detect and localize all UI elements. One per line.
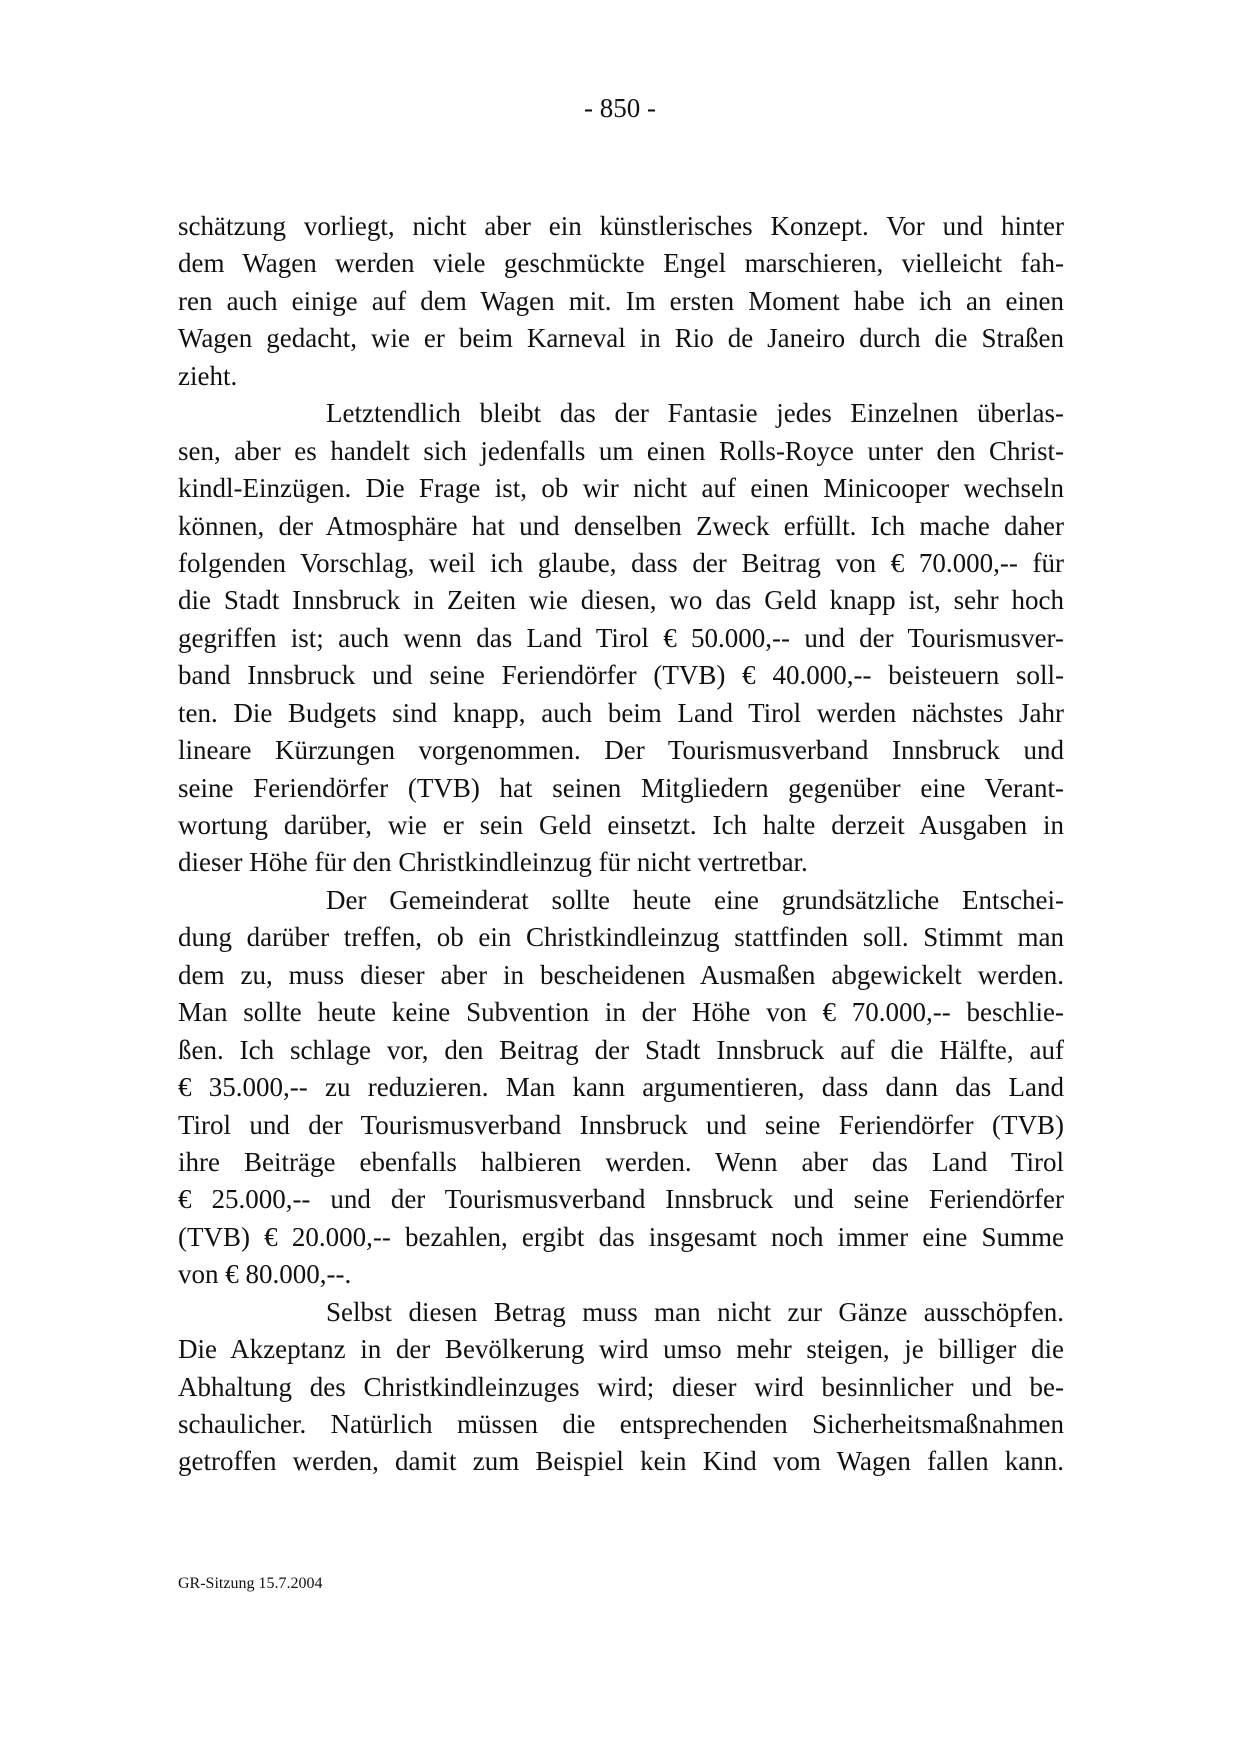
text-line: € 35.000,-- zu reduzieren. Man kann argumentieren, dass dann das Land [178,1072,1064,1103]
page-number: - 850 - [584,93,656,123]
text-line: Die Akzeptanz in der Bevölkerung wird umso mehr steigen, je billiger die [178,1334,1064,1365]
text-line: seine Feriendörfer (TVB) hat seinen Mitgliedern gegenüber eine Verant- [178,772,1064,803]
text-line: ßen. Ich schlage vor, den Beitrag der Stadt Innsbruck auf die Hälfte, auf [178,1034,1064,1065]
text-line: band Innsbruck und seine Feriendörfer (TVB) € 40.000,-- beisteuern soll- [178,660,1064,691]
text-line: ren auch einige auf dem Wagen mit. Im ersten Moment habe ich an einen [178,285,1064,316]
text-line: von € 80.000,--. [178,1259,352,1290]
text-line: Letztendlich bleibt das der Fantasie jedes Einzelnen überlas- [326,398,1064,429]
text-line: Selbst diesen Betrag muss man nicht zur Gänze ausschöpfen. [326,1296,1064,1327]
text-line: Abhaltung des Christkindleinzuges wird; dieser wird besinnlicher und be- [178,1371,1064,1402]
text-line: schaulicher. Natürlich müssen die entsprechenden Sicherheitsmaßnahmen [178,1409,1064,1439]
text-line: dung darüber treffen, ob ein Christkindleinzug stattfinden soll. Stimmt man [178,922,1064,953]
body-text [178,208,1064,1481]
text-line: wortung darüber, wie er sein Geld einsetzt. Ich halte derzeit Ausgaben in [178,810,1064,840]
text-line: lineare Kürzungen vorgenommen. Der Tourismusverband Innsbruck und [178,735,1064,766]
text-line: folgenden Vorschlag, weil ich glaube, dass der Beitrag von € 70.000,-- für [178,547,1064,578]
text-line: dieser Höhe für den Christkindleinzug für nicht vertretbar. [178,847,808,878]
text-line: € 25.000,-- und der Tourismusverband Innsbruck und seine Feriendörfer [178,1184,1064,1215]
text-line: kindl-Einzügen. Die Frage ist, ob wir nicht auf einen Minicooper wechseln [178,473,1064,504]
text-line: dem zu, muss dieser aber in bescheidenen Ausmaßen abgewickelt werden. [178,959,1064,990]
text-line: (TVB) € 20.000,-- bezahlen, ergibt das insgesamt noch immer eine Summe [178,1221,1064,1252]
page-footer: GR-Sitzung 15.7.2004 [178,1575,323,1592]
text-line: Man sollte heute keine Subvention in der Höhe von € 70.000,-- beschlie- [178,997,1064,1028]
text-line: Tirol und der Tourismusverband Innsbruck und seine Feriendörfer (TVB) [178,1109,1064,1140]
text-line: die Stadt Innsbruck in Zeiten wie diesen, wo das Geld knapp ist, sehr hoch [178,585,1064,616]
text-line: dem Wagen werden viele geschmückte Engel marschieren, vielleicht fah- [178,248,1064,279]
text-line: können, der Atmosphäre hat und denselben Zweck erfüllt. Ich mache daher [178,510,1064,541]
text-line: Wagen gedacht, wie er beim Karneval in Rio de Janeiro durch die Straßen [178,323,1064,354]
text-line: zieht. [178,360,238,391]
text-line: getroffen werden, damit zum Beispiel kein Kind vom Wagen fallen kann. [178,1446,1064,1477]
text-line: sen, aber es handelt sich jedenfalls um einen Rolls-Royce unter den Christ- [178,435,1064,466]
text-line: ihre Beiträge ebenfalls halbieren werden. Wenn aber das Land Tirol [178,1146,1064,1177]
text-line: ten. Die Budgets sind knapp, auch beim Land Tirol werden nächstes Jahr [178,697,1064,728]
text-line: gegriffen ist; auch wenn das Land Tirol € 50.000,-- und der Tourismusver- [178,622,1064,653]
text-line: Der Gemeinderat sollte heute eine grundsätzliche Entschei- [326,884,1064,915]
text-line: schätzung vorliegt, nicht aber ein künstlerisches Konzept. Vor und hinter [178,211,1064,241]
